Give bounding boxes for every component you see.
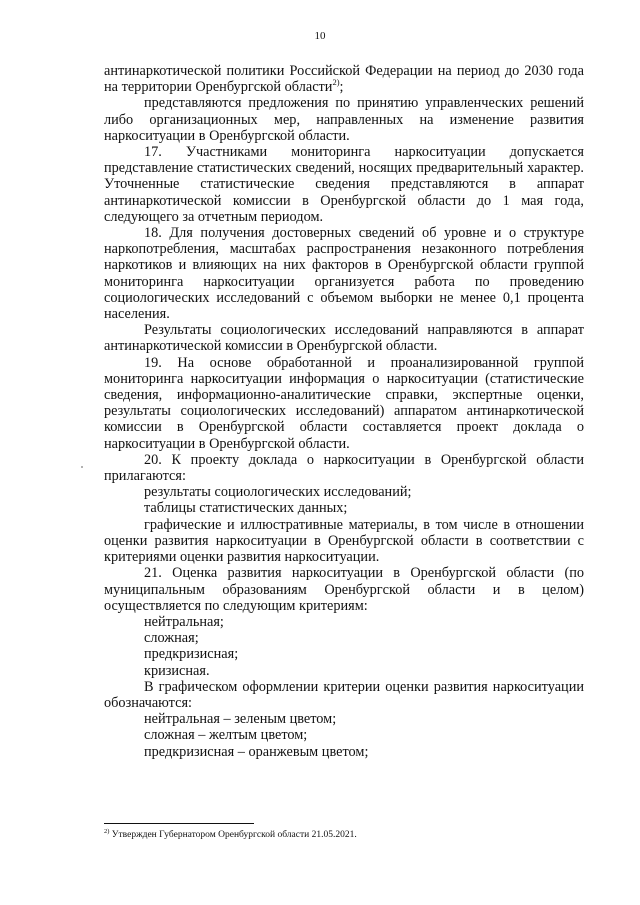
footnote-separator	[104, 823, 254, 824]
footnote-marker: 2)	[104, 827, 110, 835]
color-neutral-green: нейтральная – зеленым цветом;	[144, 711, 337, 728]
paragraph-graphic-design: В графическом оформлении критерии оценки развития наркоситуации обозначаются:	[104, 678, 584, 711]
document-body	[104, 63, 584, 760]
paragraph-text: антинаркотической политики Российской Федерации на период до 2030 года на территории Оренбургской области	[104, 63, 584, 96]
paragraph-item-18: 18. Для получения достоверных сведений об уровне и о структуре наркопотребления, масштабах распространения незаконного потребления наркотиков и влияющих на них факторов в Оренбургской области группой мониторинга наркоситуации организуется работа по проведению социологических исследований с объемом выборки не менее 0,1 процента населения.	[104, 225, 584, 323]
paragraph-proposals: представляются предложения по принятию управленческих решений либо организационных мер, направленных на изменение развития наркоситуации в Оренбургской области.	[104, 95, 584, 144]
list-item-statistics-tables: таблицы статистических данных;	[144, 500, 348, 517]
scan-artifact	[81, 466, 83, 468]
criterion-complex: сложная;	[144, 630, 199, 647]
criterion-neutral: нейтральная;	[144, 613, 224, 630]
paragraph-item-19: 19. На основе обработанной и проанализированной группой мониторинга наркоситуации информация о наркоситуации (статистические сведения, информационно-аналитические справки, экспертные оценки, результаты социологических исследований) аппаратом антинаркотической комиссии в Оренбургской области составляется проект доклада о наркоситуации в Оренбургской области.	[104, 354, 584, 452]
paragraph-punctuation: ;	[339, 79, 344, 96]
footnote-text: Утвержден Губернатором Оренбургской области 21.05.2021.	[109, 830, 357, 840]
list-item-graphic-materials: графические и иллюстративные материалы, в том числе в отношении оценки развития наркоситуации в Оренбургской области в соответствии с критериями оценки развития наркоситуации.	[104, 516, 584, 566]
paragraph-survey-results: Результаты социологических исследований направляются в аппарат антинаркотической комиссии в Оренбургской области.	[104, 322, 584, 355]
paragraph-item-17: 17. Участниками мониторинга наркоситуации допускается представление статистических сведений, носящих предварительный характер. Уточненные статистические сведения представляются в аппарат антинаркотической комиссии в Оренбургской области до 1 мая года, следующего за отчетным периодом.	[104, 144, 584, 225]
page-number: 10	[314, 30, 326, 42]
color-precrisis-orange: предкризисная – оранжевым цветом;	[144, 743, 369, 760]
criterion-precrisis: предкризисная;	[144, 646, 239, 663]
paragraph-policy-continuation	[104, 63, 584, 95]
list-item-survey-results: результаты социологических исследований;	[144, 484, 412, 501]
paragraph-item-20: 20. К проекту доклада о наркоситуации в Оренбургской области прилагаются:	[104, 451, 584, 485]
paragraph-item-21: 21. Оценка развития наркоситуации в Оренбургской области (по муниципальным образованиям Оренбургской области и в целом) осуществляется по следующим критериям:	[104, 565, 584, 614]
footnote	[104, 829, 584, 841]
criterion-crisis: кризисная.	[144, 662, 210, 679]
color-complex-yellow: сложная – желтым цветом;	[144, 727, 308, 744]
footnote-reference: 2)	[332, 77, 340, 88]
